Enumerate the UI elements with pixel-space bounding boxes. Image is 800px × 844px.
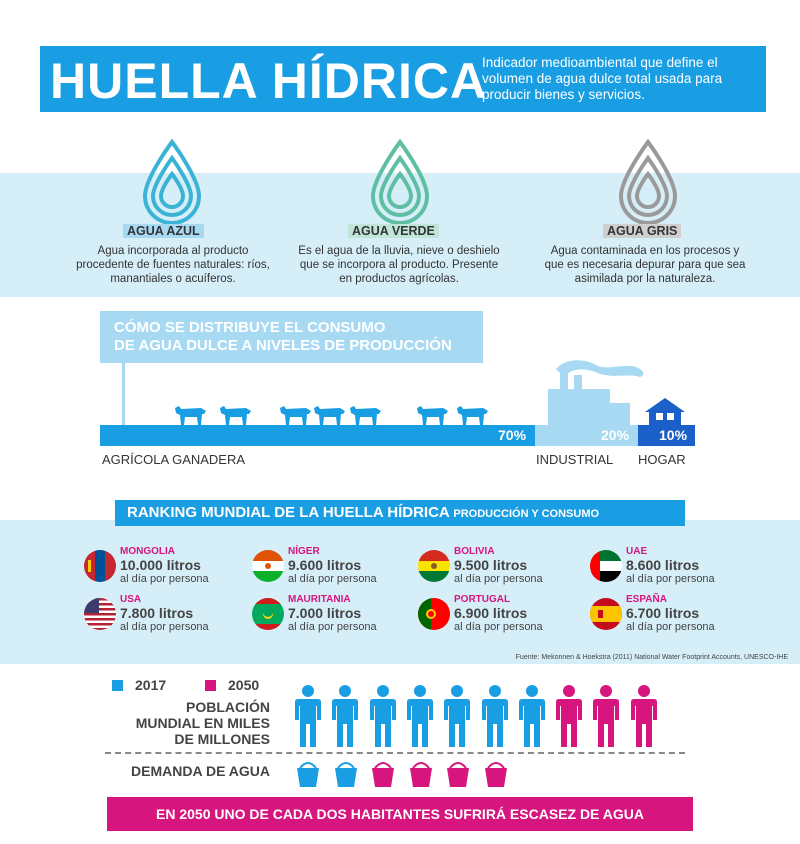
country-item — [590, 594, 760, 634]
legend-swatch — [112, 680, 123, 691]
country-item — [252, 594, 422, 634]
legend-label: 2050 — [228, 677, 260, 693]
country-value: 9.600 litros — [288, 557, 362, 573]
country-item — [84, 594, 254, 634]
country-unit: al día por persona — [626, 621, 715, 633]
country-value: 9.500 litros — [454, 557, 528, 573]
distribution-title-line: CÓMO SE DISTRIBUYE EL CONSUMO — [114, 319, 386, 336]
bucket-icon — [296, 760, 320, 788]
portugal-flag-icon — [418, 598, 450, 630]
person-icon — [481, 684, 509, 748]
population-label — [95, 699, 270, 747]
spain-flag-icon — [590, 598, 622, 630]
agricultural-label: AGRÍCOLA GANADERA — [102, 452, 246, 467]
bucket-icon — [446, 760, 470, 788]
distribution-title — [114, 319, 452, 355]
distribution-title-line: DE AGUA DULCE A NIVELES DE PRODUCCIÓN — [114, 337, 452, 354]
niger-flag-icon — [252, 550, 284, 582]
cow-icon — [415, 402, 451, 426]
country-unit: al día por persona — [626, 573, 715, 585]
uae-flag-icon — [590, 550, 622, 582]
water-type-title: AGUA VERDE — [348, 224, 439, 238]
person-icon — [443, 684, 471, 748]
person-icon — [406, 684, 434, 748]
ranking-band — [0, 520, 800, 664]
legend-2050 — [205, 677, 259, 693]
footer-text: EN 2050 UNO DE CADA DOS HABITANTES SUFRIRÁ ESCASEZ DE AGUA — [156, 806, 644, 822]
country-unit: al día por persona — [288, 573, 377, 585]
population-label-line: DE MILLONES — [174, 731, 270, 747]
flag-pole — [122, 363, 125, 425]
country-value: 7.800 litros — [120, 605, 194, 621]
country-name: MONGOLIA — [120, 546, 175, 557]
country-value: 10.000 litros — [120, 557, 201, 573]
footer-banner — [107, 797, 693, 831]
country-item — [252, 546, 422, 586]
person-icon — [592, 684, 620, 748]
population-label-line: POBLACIÓN — [186, 699, 270, 715]
agricultural-bar — [100, 425, 535, 446]
person-icon — [555, 684, 583, 748]
country-name: MAURITANIA — [288, 594, 351, 605]
gray-water-drop-icon — [613, 138, 683, 228]
water-type-title: AGUA AZUL — [123, 224, 204, 238]
source-note: Fuente: Mekonnen & Hoekstra (2011) National Water Footprint Accounts, UNESCO-IHE — [515, 654, 788, 661]
industrial-label: INDUSTRIAL — [536, 452, 614, 467]
usa-flag-icon — [84, 598, 116, 630]
legend-swatch — [205, 680, 216, 691]
water-type-description: Agua contaminada en los procesos y que es necesaria depurar para que sea asimilada por la naturaleza. — [544, 245, 746, 285]
person-icon — [518, 684, 546, 748]
country-unit: al día por persona — [120, 621, 209, 633]
country-value: 8.600 litros — [626, 557, 700, 573]
country-name: UAE — [626, 546, 648, 557]
mongolia-flag-icon — [84, 550, 116, 582]
country-value: 6.700 litros — [626, 605, 700, 621]
country-unit: al día por persona — [454, 621, 543, 633]
industrial-percent: 20% — [601, 427, 630, 443]
person-icon — [331, 684, 359, 748]
country-item — [84, 546, 254, 586]
country-item — [590, 546, 760, 586]
ranking-header — [115, 500, 685, 526]
agricultural-percent: 70% — [498, 427, 527, 443]
person-icon — [294, 684, 322, 748]
mauritania-flag-icon — [252, 598, 284, 630]
header-description: Indicador medioambiental que define el volumen de agua dulce total usada para producir bienes y servicios. — [482, 55, 723, 102]
bolivia-flag-icon — [418, 550, 450, 582]
water-demand-label: DEMANDA DE AGUA — [131, 763, 270, 779]
country-unit: al día por persona — [288, 621, 377, 633]
country-item — [418, 594, 588, 634]
ranking-title-text: RANKING MUNDIAL DE LA HUELLA HÍDRICA — [127, 504, 450, 521]
bucket-icon — [334, 760, 358, 788]
country-name: NÍGER — [288, 546, 320, 557]
distribution-title-box — [100, 311, 483, 363]
cow-icon — [348, 402, 384, 426]
blue-water-drop-icon — [137, 138, 207, 228]
house-icon — [643, 396, 687, 426]
legend-label: 2017 — [135, 677, 167, 693]
water-type-description: Agua incorporada al producto procedente de fuentes naturales: ríos, manantiales o acuíferos. — [76, 245, 270, 285]
page-title: HUELLA HÍDRICA — [50, 53, 488, 109]
green-water-drop-icon — [365, 138, 435, 228]
country-value: 6.900 litros — [454, 605, 528, 621]
household-label: HOGAR — [638, 452, 686, 467]
bucket-icon — [484, 760, 508, 788]
country-unit: al día por persona — [120, 573, 209, 585]
cow-icon — [312, 402, 348, 426]
cow-icon — [455, 402, 491, 426]
country-name: BOLIVIA — [454, 546, 495, 557]
country-name: USA — [120, 594, 142, 605]
cow-icon — [173, 402, 209, 426]
country-value: 7.000 litros — [288, 605, 362, 621]
household-percent: 10% — [659, 427, 688, 443]
dashed-divider — [105, 752, 685, 754]
person-icon — [369, 684, 397, 748]
cow-icon — [218, 402, 254, 426]
country-item — [418, 546, 588, 586]
ranking-subtitle: PRODUCCIÓN Y CONSUMO — [453, 508, 600, 520]
population-label-line: MUNDIAL EN MILES — [135, 715, 270, 731]
cow-icon — [278, 402, 314, 426]
bucket-icon — [409, 760, 433, 788]
water-type-description: Es el agua de la lluvia, nieve o deshielo que se incorpora al producto. Presente en productos agrícolas. — [298, 245, 500, 285]
country-name: ESPAÑA — [626, 594, 667, 605]
country-unit: al día por persona — [454, 573, 543, 585]
header-banner — [40, 46, 766, 112]
person-icon — [630, 684, 658, 748]
ranking-title — [127, 504, 599, 521]
factory-icon — [536, 355, 648, 427]
legend-2017 — [112, 677, 166, 693]
bucket-icon — [371, 760, 395, 788]
country-name: PORTUGAL — [454, 594, 511, 605]
water-type-title: AGUA GRIS — [603, 224, 681, 238]
